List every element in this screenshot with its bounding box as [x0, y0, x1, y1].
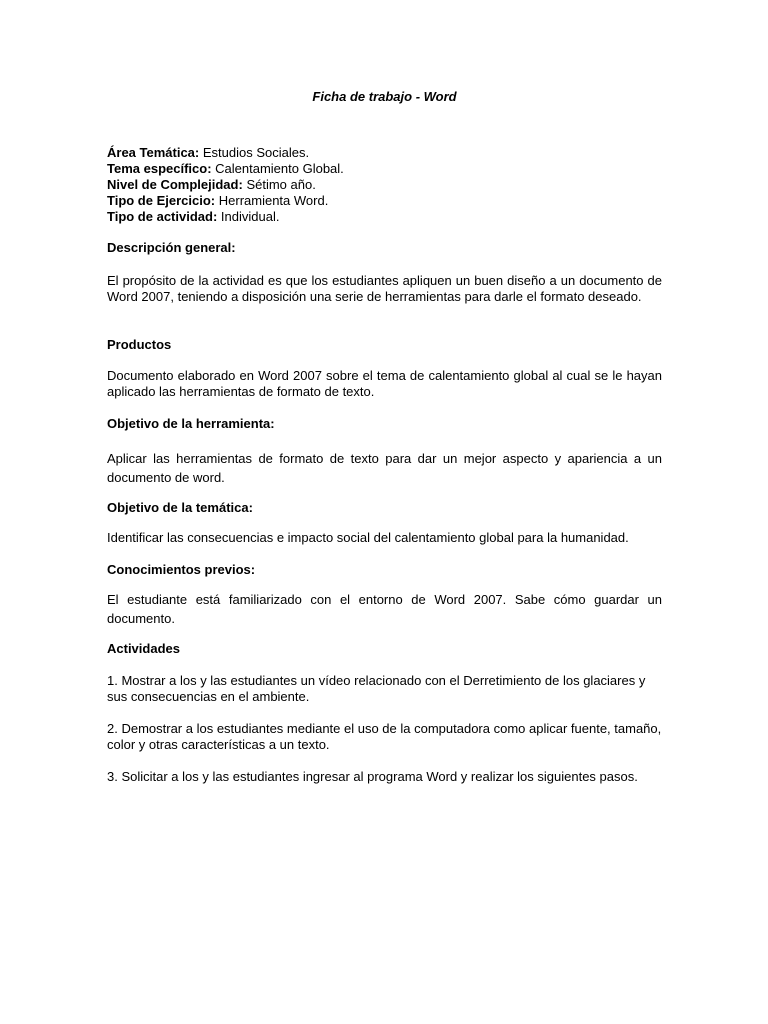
list-item-actividad-1: 1. Mostrar a los y las estudiantes un vídeo relacionado con el Derretimiento de los glaciares y sus consecuencias en el ambiente.	[107, 673, 646, 704]
meta-value: Herramienta Word.	[218, 193, 329, 208]
document-title: Ficha de trabajo - Word	[312, 89, 457, 104]
metadata-block	[107, 145, 662, 225]
heading-actividades: Actividades	[107, 641, 180, 656]
heading-objetivo-herramienta: Objetivo de la herramienta:	[107, 416, 275, 431]
meta-row-tipo-actividad	[107, 209, 662, 225]
heading-productos: Productos	[107, 337, 172, 352]
paragraph-objetivo-tematica: Identificar las consecuencias e impacto social del calentamiento global para la humanidad.	[107, 530, 629, 545]
paragraph-productos: Documento elaborado en Word 2007 sobre el tema de calentamiento global al cual se le hayan aplicado las herramientas de formato de texto.	[107, 368, 662, 399]
paragraph-objetivo-herramienta: Aplicar las herramientas de formato de texto para dar un mejor aspecto y apariencia a un documento de word.	[107, 451, 662, 485]
heading-conocimientos: Conocimientos previos:	[107, 562, 256, 577]
meta-value: Calentamiento Global.	[215, 161, 344, 176]
meta-row-area	[107, 145, 662, 161]
list-item-actividad-3: 3. Solicitar a los y las estudiantes ingresar al programa Word y realizar los siguientes pasos.	[107, 769, 638, 784]
meta-value: Estudios Sociales.	[202, 145, 310, 160]
meta-row-tipo-ejercicio	[107, 193, 662, 209]
meta-row-tema	[107, 161, 662, 177]
list-item-actividad-2: 2. Demostrar a los estudiantes mediante el uso de la computadora como aplicar fuente, tamaño, color y otras características a un texto.	[107, 721, 662, 752]
heading-objetivo-tematica: Objetivo de la temática:	[107, 500, 253, 515]
meta-row-nivel	[107, 177, 662, 193]
meta-label: Tipo de Ejercicio:	[107, 193, 216, 208]
meta-value: Sétimo año.	[246, 177, 316, 192]
meta-label: Tema específico:	[107, 161, 212, 176]
meta-label: Nivel de Complejidad:	[107, 177, 243, 192]
meta-label: Tipo de actividad:	[107, 209, 218, 224]
paragraph-conocimientos: El estudiante está familiarizado con el entorno de Word 2007. Sabe cómo guardar un documento.	[107, 592, 662, 626]
meta-value: Individual.	[220, 209, 280, 224]
meta-label: Área Temática:	[107, 145, 200, 160]
heading-descripcion: Descripción general:	[107, 240, 236, 255]
paragraph-descripcion: El propósito de la actividad es que los estudiantes apliquen un buen diseño a un documento de Word 2007, teniendo a disposición una serie de herramientas para darle el formato deseado.	[107, 273, 662, 304]
